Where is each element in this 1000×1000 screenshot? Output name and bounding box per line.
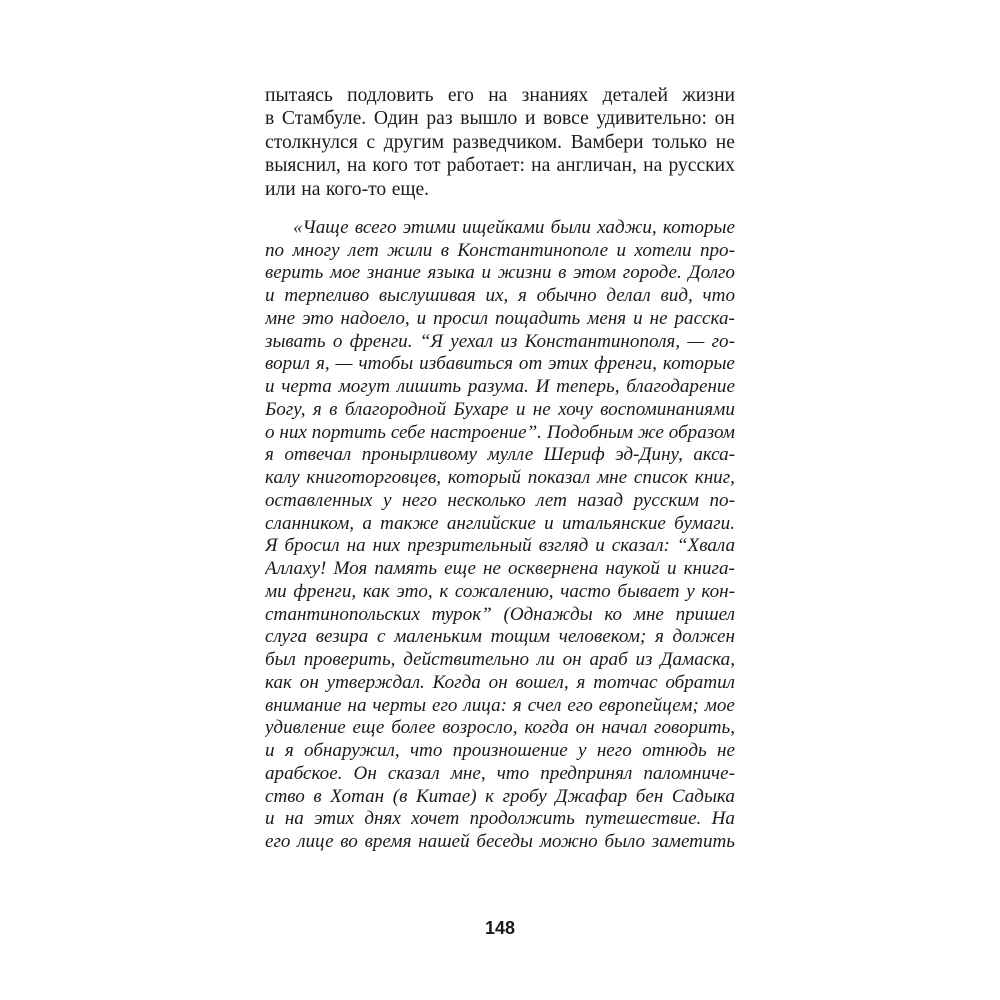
text-line: ворил я, — чтобы избавиться от этих френги, которые — [265, 353, 735, 375]
page-number: 148 — [484, 918, 516, 938]
text-line: мне это надоело, и просил пощадить меня и не расска- — [265, 307, 735, 329]
text-line: как он утверждал. Когда он вошел, я тотчас обратил — [265, 671, 735, 693]
text-line: был проверить, действительно ли он араб из Дамаска, — [265, 649, 735, 671]
text-line: калу книготорговцев, который показал мне список книг, — [265, 467, 735, 489]
body-paragraph — [265, 84, 735, 201]
text-line: и на этих днях хочет продолжить путешествие. На — [265, 808, 735, 830]
text-line: Я бросил на них презрительный взгляд и сказал: “Хвала — [265, 535, 735, 557]
text-line: или на кого-то еще. — [265, 178, 430, 200]
text-line: стантинопольских турок” (Однажды ко мне пришел — [265, 603, 735, 625]
text-line: внимание на черты его лица: я счел его европейцем; мое — [265, 694, 735, 716]
text-line: о них портить себе настроение”. Подобным же образом — [265, 421, 735, 443]
text-line: пытаясь подловить его на знаниях деталей жизни — [265, 85, 735, 106]
text-line: Богу, я в благородной Бухаре и не хочу воспоминаниями — [265, 398, 735, 420]
text-line: столкнулся с другим разведчиком. Вамбери только не — [265, 131, 735, 153]
text-line: арабское. Он сказал мне, что предпринял паломниче- — [265, 762, 735, 784]
text-block — [265, 84, 735, 854]
text-line: верить мое знание языка и жизни в этом городе. Долго — [265, 262, 735, 284]
text-line: по многу лет жили в Константинополе и хотели про- — [265, 239, 735, 261]
text-line: и черта могут лишить разума. И теперь, благодарение — [265, 376, 735, 398]
quote-paragraph — [265, 217, 735, 854]
text-line: ство в Хотан (в Китае) к гробу Джафар бен Садыка — [265, 785, 735, 807]
text-line: «Чаще всего этими ищейками были хаджи, которые — [293, 216, 735, 238]
text-line: Аллаху! Моя память еще не осквернена наукой и книга- — [265, 558, 735, 580]
text-line: выяснил, на кого тот работает: на англичан, на русских — [265, 155, 735, 177]
text-line: зывать о френги. “Я уехал из Константинополя, — го- — [265, 330, 735, 352]
text-line: слуга везира с маленьким тощим человеком; я должен — [265, 626, 735, 648]
text-line: я отвечал пронырливому мулле Шериф эд-Дину, акса- — [265, 444, 735, 466]
text-line: сланником, а также английские и итальянские бумаги. — [265, 512, 735, 534]
text-line: его лице во время нашей беседы можно было заметить — [265, 831, 735, 853]
text-line: ми френги, как это, к сожалению, часто бывает у кон- — [265, 580, 735, 602]
text-line: и терпеливо выслушивая их, я обычно делал вид, что — [265, 285, 735, 307]
text-line: удивление еще более возросло, когда он начал говорить, — [265, 717, 735, 739]
text-line: оставленных у него несколько лет назад русским по- — [265, 489, 735, 511]
text-line: и я обнаружил, что произношение у него отнюдь не — [265, 740, 735, 762]
text-line: в Стамбуле. Один раз вышло и вовсе удивительно: он — [265, 108, 735, 130]
